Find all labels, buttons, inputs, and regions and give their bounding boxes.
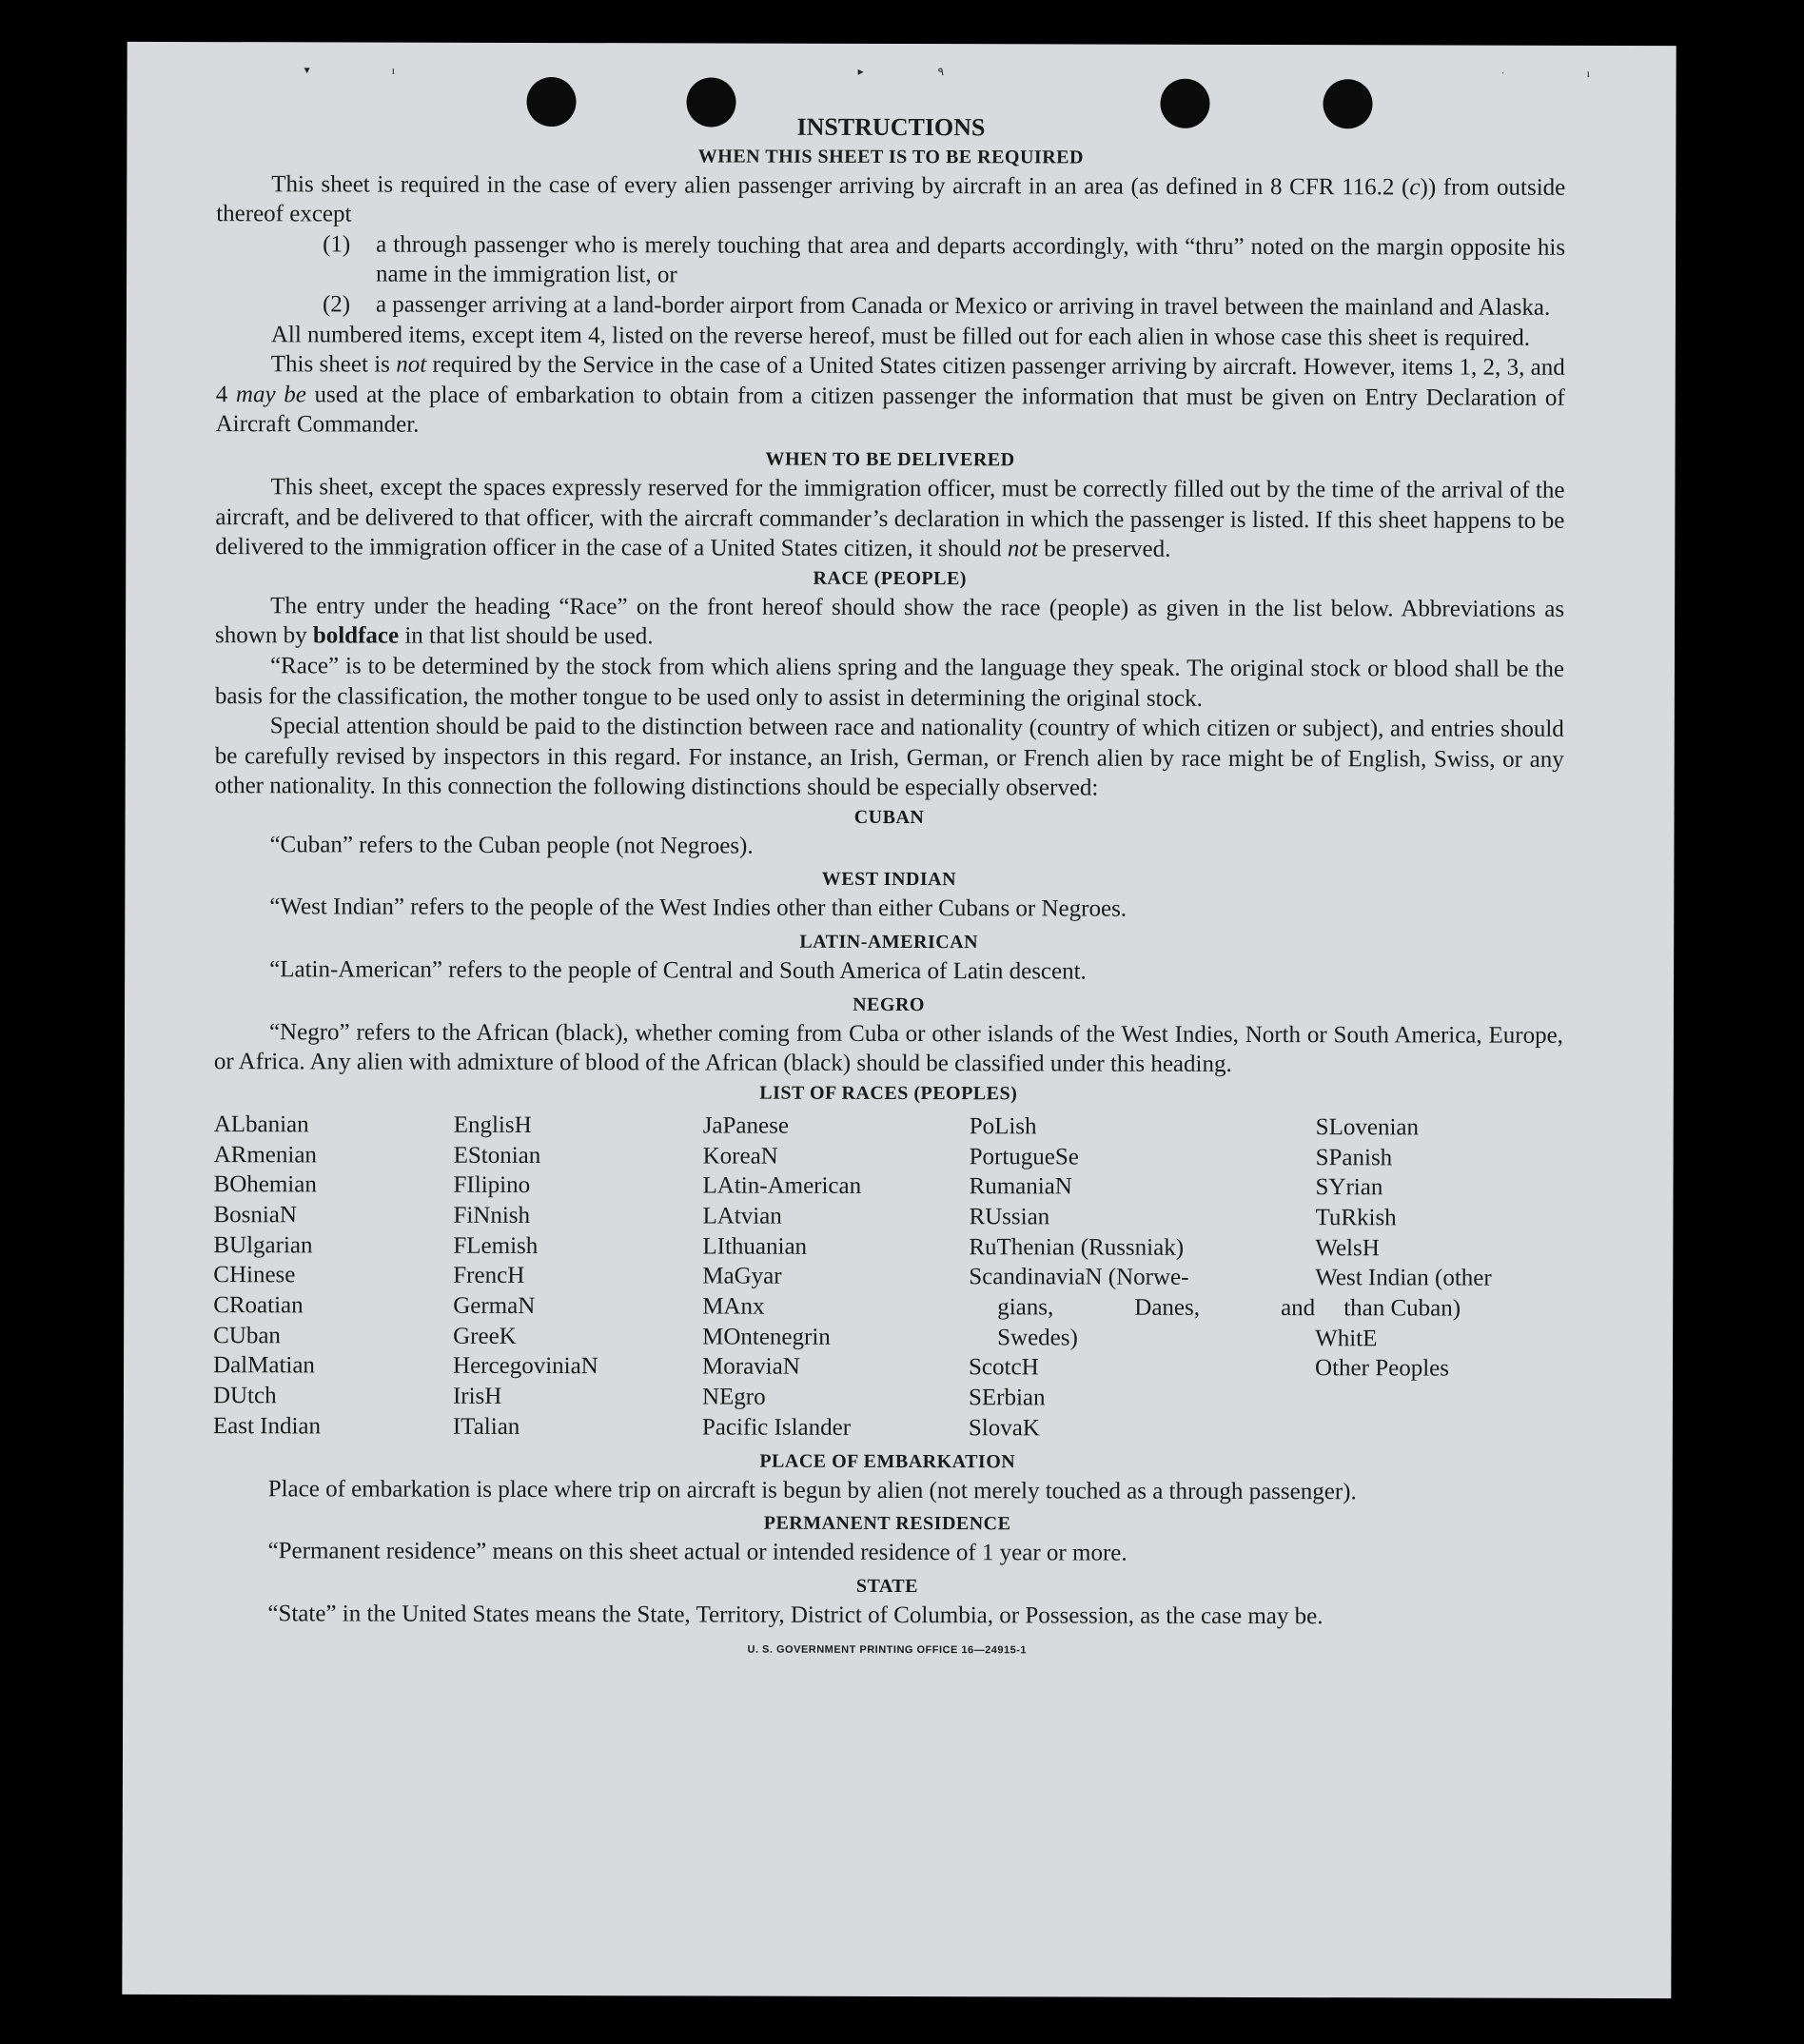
- race-item: ITalian: [452, 1413, 520, 1440]
- page-title: INSTRUCTIONS: [796, 112, 986, 142]
- race-item: DalMatian: [213, 1352, 316, 1379]
- race-column: [702, 1110, 970, 1443]
- race-item: BUlgarian: [213, 1231, 313, 1259]
- printer-imprint: U. S. GOVERNMENT PRINTING OFFICE 16—24915-1: [747, 1643, 1028, 1657]
- race-column: [969, 1111, 1316, 1445]
- race-column: [213, 1110, 454, 1442]
- paragraph: Place of embarkation is place where trip on aircraft is begun by alien (not merely touched as a through passenger).: [267, 1475, 1357, 1504]
- race-item: West Indian (other: [1315, 1265, 1492, 1291]
- numbered-item: (2) a passenger arriving at a land-border airport from Canada or Mexico or arriving in travel between the mainland and Alaska.: [322, 291, 1551, 321]
- race-item: ALbanian: [213, 1110, 309, 1138]
- margin-mark: ·: [1500, 66, 1505, 80]
- race-item: FrencH: [453, 1263, 525, 1289]
- race-item: ARmenian: [213, 1141, 317, 1168]
- race-item: FiNnish: [453, 1202, 531, 1228]
- race-item: JaPanese: [702, 1112, 789, 1139]
- race-item: RumaniaN: [969, 1173, 1072, 1200]
- race-item: SLovenian: [1315, 1113, 1420, 1141]
- section-heading: NEGRO: [853, 993, 925, 1015]
- paragraph: This sheet is required in the case of every alien passenger arriving by aircraft in an area (as defined in 8 CFR 116.2 (c)) from outside thereof except: [216, 170, 1566, 227]
- instructions-body: [212, 110, 1565, 1668]
- race-item: FIlipino: [453, 1172, 531, 1199]
- race-item: PoLish: [969, 1113, 1037, 1140]
- document-page: [122, 42, 1676, 1998]
- paragraph: The entry under the heading “Race” on the front hereof should show the race (people) as given in the list below. Abbreviations as shown by boldface in that list should be used.: [215, 592, 1565, 650]
- margin-mark: ı: [391, 63, 395, 77]
- section-heading: WHEN THIS SHEET IS TO BE REQUIRED: [697, 146, 1084, 168]
- race-item: RUssian: [969, 1204, 1050, 1230]
- race-item: CRoatian: [213, 1292, 304, 1319]
- race-item: ScotcH: [969, 1354, 1039, 1381]
- section-heading: PERMANENT RESIDENCE: [763, 1512, 1011, 1535]
- race-item: TuRkish: [1315, 1205, 1397, 1231]
- margin-mark: ٩: [937, 65, 945, 79]
- race-column: [453, 1110, 703, 1443]
- race-item: LIthuanian: [702, 1233, 808, 1260]
- paragraph: “Race” is to be determined by the stock from which aliens spring and the language they speak. The original stock or blood shall be the basis for the classification, the mother tongue to be used only to assist in determining the original stock.: [214, 653, 1565, 712]
- race-item: SlovaK: [968, 1415, 1040, 1442]
- race-item: MOntenegrin: [702, 1324, 831, 1350]
- race-item: NEgro: [701, 1384, 766, 1410]
- margin-mark: ▾: [304, 63, 310, 77]
- race-item: CHinese: [213, 1262, 296, 1288]
- race-item: IrisH: [452, 1383, 502, 1410]
- paragraph: “Permanent residence” means on this sheet actual or intended residence of 1 year or more.: [267, 1538, 1128, 1566]
- race-item: GermaN: [453, 1292, 536, 1320]
- section-heading: RACE (PEOPLE): [813, 567, 967, 589]
- race-item: WhitE: [1315, 1325, 1378, 1352]
- margin-mark: ı: [1586, 66, 1590, 80]
- race-item: CUban: [213, 1322, 281, 1349]
- race-item: LAtvian: [702, 1203, 782, 1229]
- margin-mark: ▸: [857, 64, 864, 78]
- race-item: HercegoviniaN: [453, 1353, 598, 1380]
- race-item: BosniaN: [213, 1202, 297, 1228]
- race-item: EStonian: [453, 1142, 541, 1169]
- paragraph: All numbered items, except item 4, listed on the reverse hereof, must be filled out for each alien in whose case this sheet is required.: [270, 321, 1531, 351]
- race-item: EnglisH: [453, 1111, 532, 1138]
- race-item: MAnx: [702, 1293, 765, 1320]
- paragraph: Special attention should be paid to the distinction between race and nationality (country of which citizen or subject), and entries should be carefully revised by inspectors in this regard. For instance, an Irish, German, or French alien by race might be of English, Swiss, or any other nationality. In this connection the following distinctions should be especially observed:: [214, 713, 1564, 801]
- race-item: KoreaN: [702, 1143, 778, 1169]
- race-item: WelsH: [1315, 1234, 1380, 1261]
- paragraph: This sheet, except the spaces expressly reserved for the immigration officer, must be correctly filled out by the time of the arrival of the aircraft, and be delivered to that officer, with the aircraft commander’s declaration in which the passenger is listed. If this sheet happens to be delivered to the immigration officer in the case of a United States citizen, it should not be preserved.: [215, 474, 1565, 562]
- race-item: MaGyar: [702, 1263, 782, 1290]
- race-item: DUtch: [212, 1383, 277, 1409]
- race-item: East Indian: [212, 1412, 322, 1440]
- race-item: SYrian: [1315, 1174, 1383, 1201]
- paragraph: “State” in the United States means the State, Territory, District of Columbia, or Possession, as the case may be.: [267, 1601, 1324, 1629]
- section-heading: LIST OF RACES (PEOPLES): [759, 1082, 1018, 1105]
- race-item: PortugueSe: [969, 1143, 1079, 1170]
- race-item-continued: than Cuban): [1343, 1295, 1461, 1322]
- race-column: [1315, 1112, 1563, 1445]
- race-item: FLemish: [453, 1232, 539, 1259]
- section-heading: LATIN-AMERICAN: [799, 931, 979, 953]
- race-item: Pacific Islander: [701, 1414, 852, 1441]
- numbered-item: (1) a through passenger who is merely touching that area and departs accordingly, with “thru” noted on the margin opposite his name in the immigration list, or: [323, 231, 1566, 288]
- race-item: GreeK: [453, 1323, 517, 1349]
- section-heading: PLACE OF EMBARKATION: [759, 1450, 1016, 1472]
- race-item: SPanish: [1315, 1144, 1393, 1170]
- race-list: [213, 1110, 1563, 1445]
- paragraph: “Latin-American” refers to the people of Central and South America of Latin descent.: [269, 956, 1087, 985]
- race-item: LAtin-American: [702, 1172, 862, 1200]
- race-item: BOhemian: [213, 1171, 317, 1198]
- race-item: SErbian: [968, 1385, 1046, 1411]
- paragraph: This sheet is not required by the Service in the case of a United States citizen passenger arriving by aircraft. However, items 1, 2, 3, and 4 may be used at the place of embarkation to obtain from a citizen passenger the information that must be given on Entry Declaration of Aircraft Commander.: [215, 351, 1565, 439]
- race-item-continued: gians, Danes, and: [997, 1294, 1316, 1322]
- race-item: Other Peoples: [1315, 1355, 1450, 1382]
- race-item: ScandinaviaN (Norwe-: [969, 1264, 1189, 1291]
- paragraph: “Cuban” refers to the Cuban people (not Negroes).: [269, 832, 754, 859]
- section-heading: WHEN TO BE DELIVERED: [765, 448, 1015, 471]
- race-item: RuThenian (Russniak): [969, 1233, 1185, 1261]
- race-item: MoraviaN: [702, 1353, 800, 1381]
- section-heading: WEST INDIAN: [821, 869, 957, 891]
- section-heading: STATE: [855, 1575, 919, 1597]
- paragraph: “West Indian” refers to the people of the West Indies other than either Cubans or Negroes.: [269, 894, 1128, 923]
- race-item-continued: Swedes): [997, 1325, 1078, 1351]
- paragraph: “Negro” refers to the African (black), whether coming from Cuba or other islands of the West Indies, North or South America, Europe, or Africa. Any alien with admixture of blood of the African (black) should be classified under this heading.: [213, 1018, 1563, 1078]
- section-heading: CUBAN: [853, 806, 925, 828]
